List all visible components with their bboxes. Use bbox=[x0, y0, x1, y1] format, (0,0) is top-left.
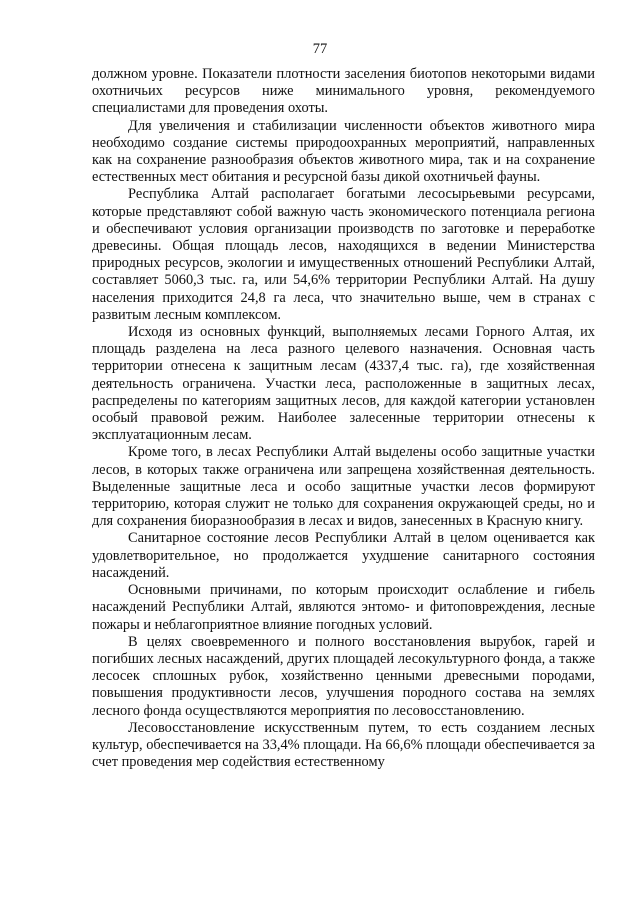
paragraph-artificial-restoration: Лесовосстановление искусственным путем, то есть созданием лесных культур, обеспечивается на 33,4% площади. На 66,6% площади обеспечивается за счет проведения мер содействия естественному bbox=[92, 719, 595, 771]
paragraph-forest-purpose: Исходя из основных функций, выполняемых лесами Горного Алтая, их площадь разделена на леса разного целевого назначения. Основная часть территории отнесена к защитным лесам (4337,4 тыс. га), где хозяйственная деятельность ограничена. Участки леса, расположенные в защитных лесах, распределены по категориям защитных лесов, для каждой категории установлен особый правовой режим. Наиболее залесенные территории отнесены к эксплуатационным лесам. bbox=[92, 324, 595, 444]
page-number: 77 bbox=[312, 41, 328, 57]
paragraph-protected-areas: Кроме того, в лесах Республики Алтай выделены особо защитные участки лесов, в которых также ограничена или запрещена хозяйственная деятельность. Выделенные защитные леса и особо защитные участки лесов формируют территорию, которая служит не только для сохранения окружающей среды, но и для сохранения биоразнообразия в лесах и видов, занесенных в Красную книгу. bbox=[92, 444, 595, 530]
paragraph-main-causes: Основными причинами, по которым происходит ослабление и гибель насаждений Республики Алтай, являются энтомо- и фитоповреждения, лесные пожары и неблагоприятное влияние погодных условий. bbox=[92, 582, 595, 633]
paragraph-fauna-measures: Для увеличения и стабилизации численности объектов животного мира необходимо создание системы природоохранных мероприятий, направленных как на сохранение разнообразия объектов животного мира, так и на сохранение естественных мест обитания и ресурсной базы дикой охотничьей фауны. bbox=[92, 117, 595, 186]
paragraph-continued: должном уровне. Показатели плотности заселения биотопов некоторыми видами охотничьих ресурсов ниже минимального уровня, рекомендуемого специалистами для проведения охоты. bbox=[92, 66, 595, 117]
body-text bbox=[92, 66, 595, 771]
paragraph-sanitary-state: Санитарное состояние лесов Республики Алтай в целом оценивается как удовлетворительное, но продолжается ухудшение санитарного состояния насаждений. bbox=[92, 530, 595, 581]
paragraph-forest-resources: Республика Алтай располагает богатыми лесосырьевыми ресурсами, которые представляют собой важную часть экономического потенциала региона и обеспечивают условия организации производств по заготовке и переработке древесины. Общая площадь лесов, находящихся в ведении Министерства природных ресурсов, экологии и имущественных отношений Республики Алтай, составляет 5060,3 тыс. га, или 54,6% территории Республики Алтай. На душу населения приходится 24,8 га леса, что значительно выше, чем в странах с развитым лесным комплексом. bbox=[92, 186, 595, 323]
paragraph-restoration-goals: В целях своевременного и полного восстановления вырубок, гарей и погибших лесных насаждений, других площадей лесокультурного фонда, а также лесосек сплошных рубок, хозяйственно ценными древесными породами, повышения продуктивности лесов, улучшения породного состава на землях лесного фонда осуществляются мероприятия по лесовосстановлению. bbox=[92, 633, 595, 719]
